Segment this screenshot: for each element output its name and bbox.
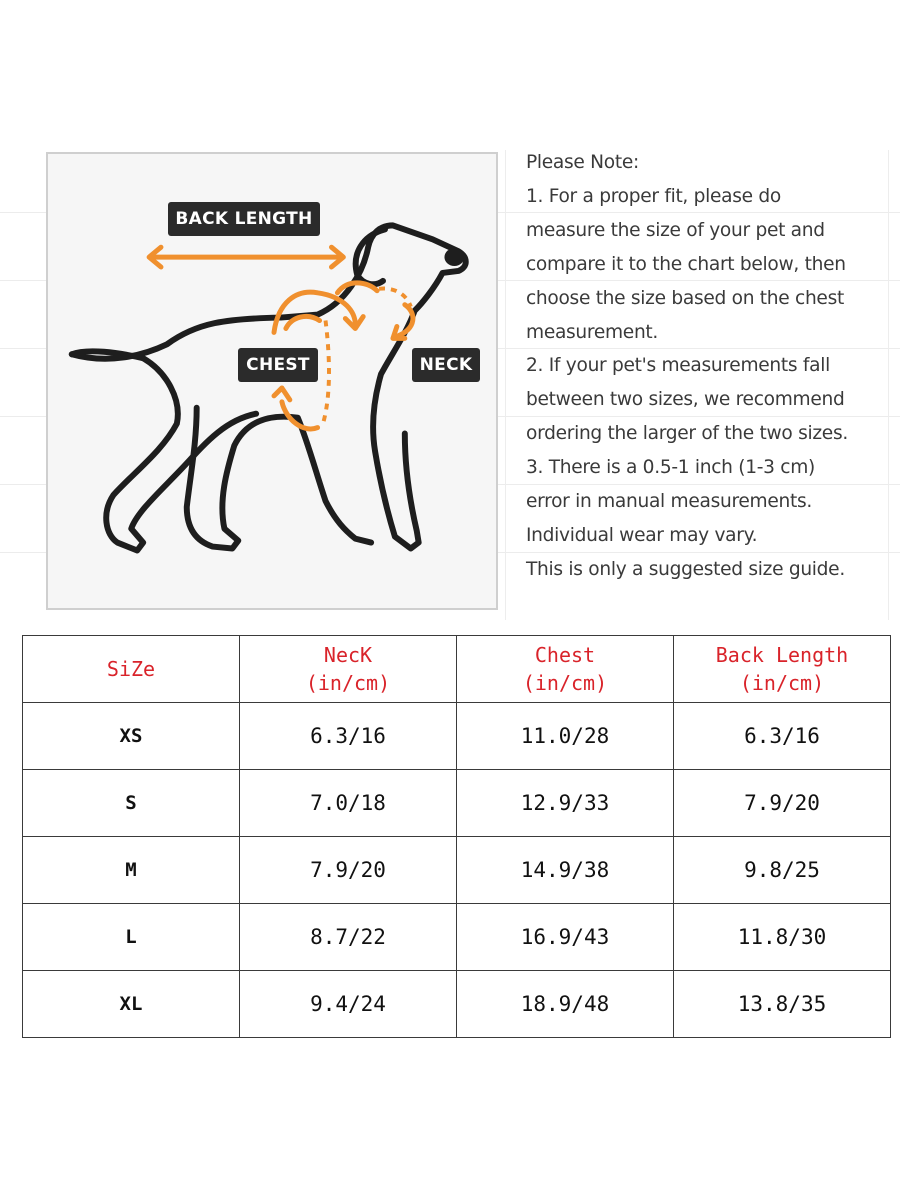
note-line: This is only a suggested size guide.: [526, 558, 845, 580]
neck-cell: 9.4/24: [240, 971, 457, 1038]
neck-cell: 6.3/16: [240, 703, 457, 770]
chest-cell: 16.9/43: [457, 904, 674, 971]
chest-cell: 18.9/48: [457, 971, 674, 1038]
neck-cell: 7.9/20: [240, 837, 457, 904]
table-row: [23, 703, 891, 770]
note-line: compare it to the chart below, then: [526, 253, 846, 275]
size-cell: XL: [23, 971, 240, 1038]
table-row: [23, 837, 891, 904]
size-note: [526, 146, 886, 587]
header-size: SiZe: [23, 636, 240, 703]
note-line: error in manual measurements.: [526, 491, 812, 513]
back-length-cell: 6.3/16: [674, 703, 891, 770]
note-line: between two sizes, we recommend: [526, 389, 845, 411]
table-row: [23, 971, 891, 1038]
chest-cell: 14.9/38: [457, 837, 674, 904]
size-cell: XS: [23, 703, 240, 770]
note-heading: Please Note:: [526, 152, 639, 173]
note-line: measurement.: [526, 321, 659, 343]
note-line: 1. For a proper fit, please do: [526, 185, 781, 207]
dog-measurement-illustration: [46, 152, 498, 610]
header-neck: NecK (in/cm): [240, 636, 457, 703]
note-line: ordering the larger of the two sizes.: [526, 423, 848, 445]
note-line: measure the size of your pet and: [526, 219, 825, 241]
table-row: [23, 770, 891, 837]
back-length-cell: 7.9/20: [674, 770, 891, 837]
neck-cell: 7.0/18: [240, 770, 457, 837]
back-length-cell: 9.8/25: [674, 837, 891, 904]
size-cell: L: [23, 904, 240, 971]
table-row: [23, 904, 891, 971]
chest-cell: 11.0/28: [457, 703, 674, 770]
chest-label: CHEST: [238, 348, 318, 382]
size-cell: S: [23, 770, 240, 837]
chest-cell: 12.9/33: [457, 770, 674, 837]
note-line: choose the size based on the chest: [526, 287, 844, 309]
back-length-cell: 13.8/35: [674, 971, 891, 1038]
note-line: Individual wear may vary.: [526, 524, 758, 546]
header-back-length: Back Length (in/cm): [674, 636, 891, 703]
note-line: 2. If your pet's measurements fall: [526, 355, 830, 377]
size-chart-table: [22, 635, 891, 1038]
table-header-row: [23, 636, 891, 703]
note-line: 3. There is a 0.5-1 inch (1-3 cm): [526, 457, 815, 479]
neck-cell: 8.7/22: [240, 904, 457, 971]
size-cell: M: [23, 837, 240, 904]
back-length-label: BACK LENGTH: [168, 202, 320, 236]
back-length-cell: 11.8/30: [674, 904, 891, 971]
neck-label: NECK: [412, 348, 480, 382]
header-chest: Chest (in/cm): [457, 636, 674, 703]
